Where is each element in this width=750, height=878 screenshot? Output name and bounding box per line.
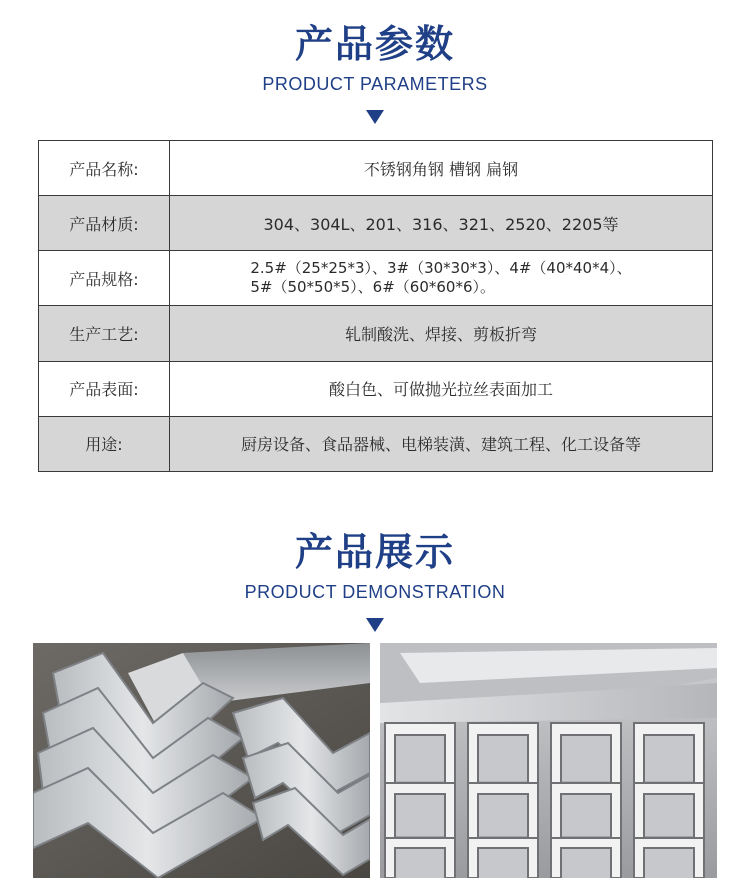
row-value xyxy=(170,251,713,306)
table-row xyxy=(39,196,713,251)
row-label: 产品表面: xyxy=(39,361,170,416)
demonstration-header xyxy=(0,530,750,632)
down-arrow-icon xyxy=(366,110,384,124)
demonstration-title-cn: 产品展示 xyxy=(294,530,455,574)
row-value: 厨房设备、食品器械、电梯装潢、建筑工程、化工设备等 xyxy=(170,416,713,471)
spec-line-2: 5#（50*50*5）、6#（60*60*6）。 xyxy=(250,278,496,297)
table-row xyxy=(39,251,713,306)
row-value: 304、304L、201、316、321、2520、2205等 xyxy=(170,196,713,251)
row-label: 产品规格: xyxy=(39,251,170,306)
parameters-title-cn: 产品参数 xyxy=(294,22,455,66)
parameters-title-en: PRODUCT PARAMETERS xyxy=(262,74,488,94)
parameters-table xyxy=(38,140,713,472)
parameters-header xyxy=(0,22,750,124)
table-row xyxy=(39,361,713,416)
row-label: 产品名称: xyxy=(39,141,170,196)
spec-line-1: 2.5#（25*25*3）、3#（30*30*3）、4#（40*40*4）、 xyxy=(250,259,632,278)
down-arrow-icon xyxy=(366,618,384,632)
spec-text xyxy=(250,259,631,297)
row-value: 轧制酸洗、焊接、剪板折弯 xyxy=(170,306,713,361)
row-value: 不锈钢角钢 槽钢 扁钢 xyxy=(170,141,713,196)
row-label: 用途: xyxy=(39,416,170,471)
demonstration-title-en: PRODUCT DEMONSTRATION xyxy=(244,582,506,602)
table-row xyxy=(39,416,713,471)
row-label: 生产工艺: xyxy=(39,306,170,361)
table-row xyxy=(39,306,713,361)
angle-steel-photo xyxy=(33,643,370,878)
row-value: 酸白色、可做抛光拉丝表面加工 xyxy=(170,361,713,416)
channel-steel-photo xyxy=(380,643,717,878)
table-row xyxy=(39,141,713,196)
row-label: 产品材质: xyxy=(39,196,170,251)
